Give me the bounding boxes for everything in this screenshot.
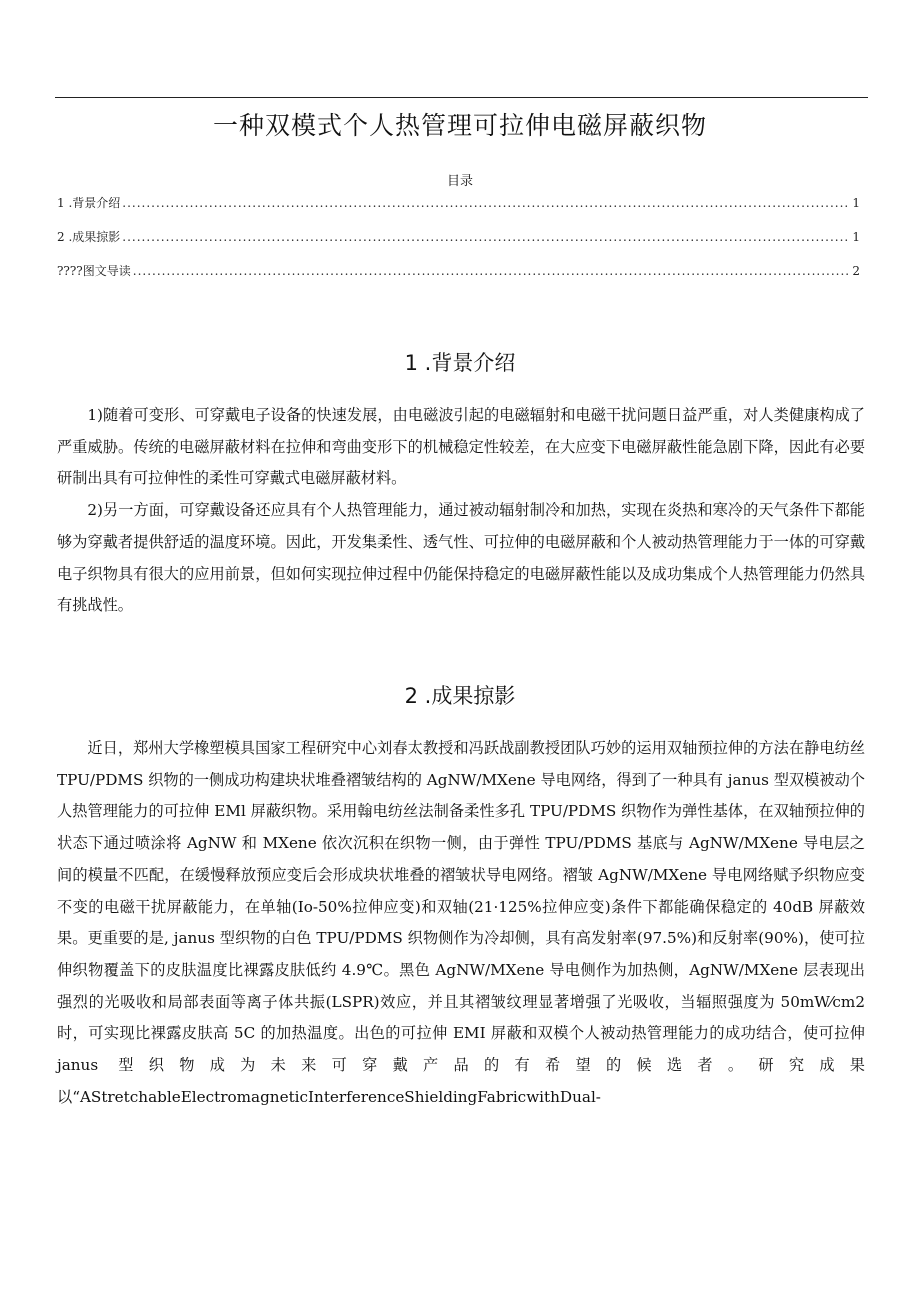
- section-heading-background: 1 .背景介绍: [404, 351, 516, 375]
- toc-leader-dots: [122, 196, 850, 210]
- toc-entry-figures[interactable]: [57, 262, 860, 296]
- toc-entry-results[interactable]: [57, 228, 860, 262]
- toc-leader-dots: [133, 264, 851, 278]
- section-body-background: [57, 400, 865, 622]
- paragraph: 2)另一方面，可穿戴设备还应具有个人热管理能力，通过被动辐射制冷和加热，实现在炎热和寒冷的天气条件下都能够为穿戴者提供舒适的温度环境。因此，开发集柔性、透气性、可拉伸的电磁屏蔽和个人被动热管理能力于一体的可穿戴电子织物具有很大的应用前景，但如何实现拉伸过程中仍能保持稳定的电磁屏蔽性能以及成功集成个人热管理能力仍然具有挑战性。: [57, 501, 865, 615]
- toc-entry-page: 1: [852, 230, 860, 244]
- paragraph: 近日，郑州大学橡塑模具国家工程研究中心刘春太教授和冯跃战副教授团队巧妙的运用双轴预拉伸的方法在静电纺丝 TPU/PDMS 织物的一侧成功构建块状堆叠褶皱结构的 AgNW/MXene 导电网络，得到了一种具有 janus 型双模被动个人热管理能力的可拉伸 EMl 屏蔽织物。采用翰电纺丝法制备柔性多孔 TPU/PDMS 织物作为弹性基体，在双轴预拉伸的状态下通过喷涂将 AgNW 和 MXene 依次沉积在织物一侧，由于弹性 TPU/PDMS 基底与 AgNW/MXene 导电层之间的模量不匹配，在缓慢释放预应变后会形成块状堆叠的褶皱状导电网络。褶皱 AgNW/MXene 导电网络赋予织物应变不变的电磁干扰屏蔽能力，在单轴(Io-50%拉伸应变)和双轴(21·125%拉伸应变)条件下都能确保稳定的 40dB 屏蔽效果。更重要的是, janus 型织物的白色 TPU/PDMS 织物侧作为冷却侧，具有高发射率(97.5%)和反射率(90%)，使可拉伸织物覆盖下的皮肤温度比裸露皮肤低约 4.9℃。黑色 AgNW/MXene 导电侧作为加热侧，AgNW/MXene 层表现出强烈的光吸收和局部表面等离子体共振(LSPR)效应，并且其褶皱纹理显著增强了光吸收，当辐照强度为 50mW⁄cm2 时，可实现比裸露皮肤高 5C 的加热温度。出色的可拉伸 EMI 屏蔽和双模个人被动热管理能力的成功结合，使可拉伸 janus 型织物成为未来可穿戴产品的有希望的候选者。研究成果以“AStretchableElectromagneticInterferenceShieldingFabricwithDual-: [57, 739, 865, 1106]
- toc-entry-page: 1: [852, 196, 860, 210]
- document-title: 一种双模式个人热管理可拉伸电磁屏蔽织物: [212, 111, 707, 140]
- toc-entry-page: 2: [852, 264, 860, 278]
- toc-entry-label: ????图文导读: [57, 264, 131, 278]
- table-of-contents: [57, 194, 860, 296]
- toc-heading: 目录: [446, 174, 473, 189]
- section-heading-results: 2 .成果掠影: [404, 684, 516, 708]
- toc-entry-background[interactable]: [57, 194, 860, 228]
- toc-entry-label: 1 .背景介绍: [57, 196, 121, 210]
- section-body-results: [57, 733, 865, 1113]
- paragraph: 1)随着可变形、可穿戴电子设备的快速发展，由电磁波引起的电磁辐射和电磁干扰问题日益严重，对人类健康构成了严重威胁。传统的电磁屏蔽材料在拉伸和弯曲变形下的机械稳定性较差，在大应变下电磁屏蔽性能急剧下降，因此有必要研制出具有可拉伸性的柔性可穿戴式电磁屏蔽材料。: [57, 406, 865, 488]
- toc-entry-label: 2 .成果掠影: [57, 230, 121, 244]
- header-rule: [55, 97, 868, 98]
- toc-leader-dots: [122, 230, 850, 244]
